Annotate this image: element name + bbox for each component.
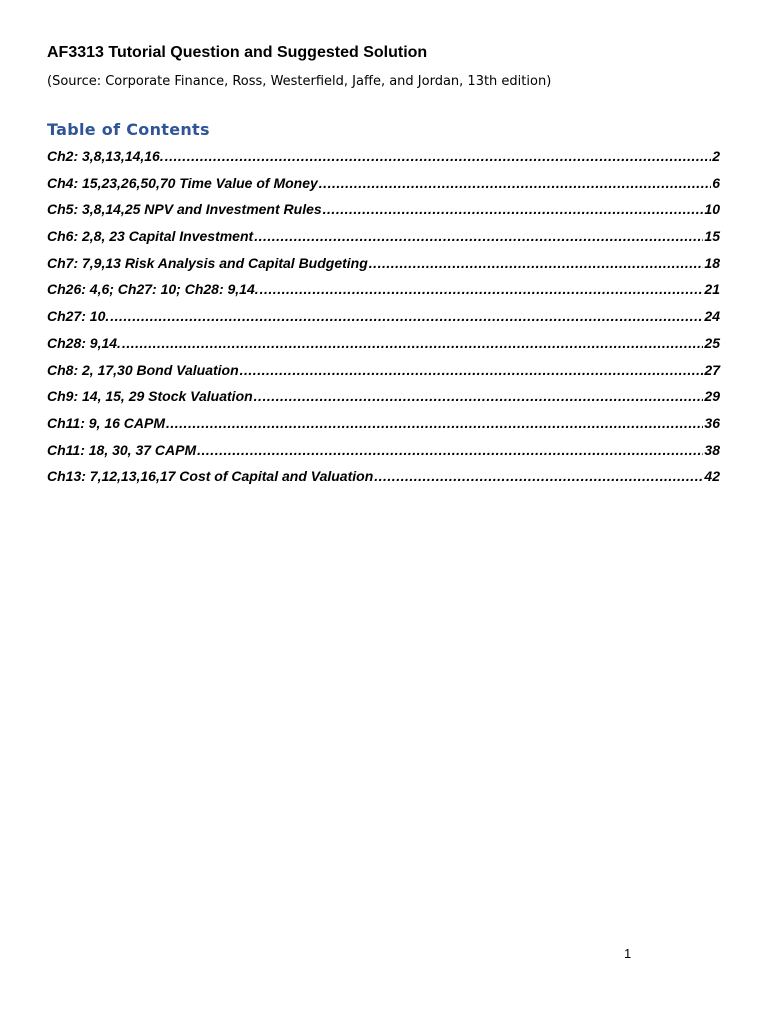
toc-entry[interactable] — [47, 175, 720, 202]
toc-entry-label: Ch7: 7,9,13 Risk Analysis and Capital Budgeting — [47, 254, 368, 271]
toc-entry-label: Ch9: 14, 15, 29 Stock Valuation — [47, 388, 253, 405]
toc-entry-page: 10 — [704, 201, 720, 218]
toc-dot-leader — [197, 442, 703, 458]
toc-entry-label: Ch11: 9, 16 CAPM — [47, 414, 165, 431]
toc-entry-page: 42 — [704, 468, 720, 485]
toc-entry[interactable] — [47, 362, 720, 389]
toc-entry[interactable] — [47, 335, 720, 362]
toc-entry-label: Ch13: 7,12,13,16,17 Cost of Capital and Valuation — [47, 468, 374, 485]
toc-entry-label: Ch6: 2,8, 23 Capital Investment — [47, 228, 254, 245]
toc-entry[interactable] — [47, 468, 720, 495]
toc-entry-page: 2 — [712, 148, 720, 164]
toc-entry-page: 15 — [704, 228, 720, 245]
toc-entry[interactable] — [47, 442, 720, 469]
toc-entry[interactable] — [47, 201, 720, 228]
toc-entry-page: 21 — [704, 281, 720, 298]
toc-entry[interactable] — [47, 148, 720, 175]
toc-entry-label: Ch28: 9,14. — [47, 334, 121, 351]
page-number: 1 — [624, 946, 632, 961]
toc-entry-page: 36 — [704, 414, 720, 431]
toc-entry-label: Ch5: 3,8,14,25 NPV and Investment Rules — [47, 201, 322, 218]
toc-dot-leader — [374, 468, 703, 484]
toc-entry-label: Ch26: 4,6; Ch27: 10; Ch28: 9,14. — [47, 281, 259, 298]
toc-entry-page: 6 — [712, 174, 720, 191]
toc-entry-page: 24 — [704, 308, 720, 325]
toc-entry[interactable] — [47, 281, 720, 308]
toc-dot-leader — [323, 201, 704, 217]
toc-dot-leader — [110, 308, 703, 324]
toc-entry-page: 25 — [704, 334, 720, 351]
toc-dot-leader — [254, 228, 703, 244]
toc-dot-leader — [260, 281, 704, 297]
toc-entry[interactable] — [47, 228, 720, 255]
toc-entry-page: 27 — [704, 361, 720, 378]
toc-dot-leader — [254, 388, 704, 404]
toc-entry-label: Ch27: 10. — [47, 308, 110, 325]
toc-list — [47, 148, 720, 495]
source-citation: (Source: Corporate Finance, Ross, Westerfield, Jaffe, and Jordan, 13th edition) — [47, 74, 552, 89]
toc-entry[interactable] — [47, 255, 720, 282]
toc-entry[interactable] — [47, 415, 720, 442]
document-title: AF3313 Tutorial Question and Suggested Solution — [47, 44, 428, 61]
toc-entry[interactable] — [47, 388, 720, 415]
toc-entry[interactable] — [47, 308, 720, 335]
toc-entry-page: 29 — [704, 388, 720, 405]
toc-heading: Table of Contents — [47, 120, 210, 139]
toc-entry-label: Ch8: 2, 17,30 Bond Valuation — [47, 361, 239, 378]
toc-entry-label: Ch4: 15,23,26,50,70 Time Value of Money — [47, 174, 318, 191]
toc-dot-leader — [369, 255, 704, 271]
toc-dot-leader — [240, 362, 704, 378]
toc-dot-leader — [122, 335, 703, 351]
toc-dot-leader — [166, 415, 703, 431]
toc-dot-leader — [165, 148, 711, 164]
toc-entry-label: Ch11: 18, 30, 37 CAPM — [47, 441, 197, 458]
toc-entry-label: Ch2: 3,8,13,14,16. — [47, 148, 164, 164]
toc-entry-page: 18 — [704, 254, 720, 271]
toc-entry-page: 38 — [704, 441, 720, 458]
toc-dot-leader — [319, 175, 711, 191]
